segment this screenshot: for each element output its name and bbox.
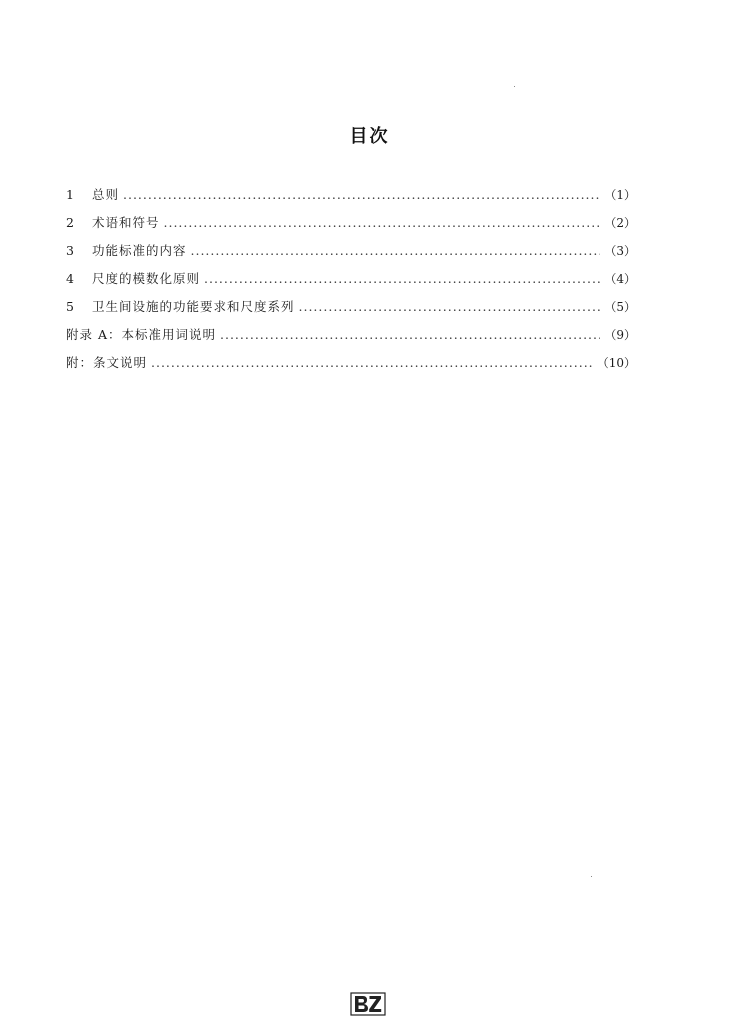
toc-entry-label: 附录 A：本标准用词说明 (66, 327, 217, 342)
toc-entry-number: 5 (66, 299, 74, 314)
toc-entry[interactable] (66, 185, 636, 213)
toc-entry-number: 2 (66, 215, 74, 230)
toc-dot-leader (204, 269, 600, 289)
toc-dot-leader (164, 213, 601, 233)
toc-entry[interactable] (66, 353, 636, 381)
toc-dot-leader (123, 185, 600, 205)
toc-entry-page: （2） (604, 216, 636, 230)
toc-entry-page: （9） (604, 328, 636, 342)
toc-entry[interactable] (66, 325, 636, 353)
toc-entry[interactable] (66, 297, 636, 325)
toc-entry-page: （3） (604, 244, 636, 258)
toc-dot-leader (151, 353, 593, 373)
toc-dot-leader (299, 297, 601, 317)
toc-entry-page: （10） (596, 356, 636, 370)
bz-logo-icon (350, 992, 386, 1016)
toc-entry-label: 功能标准的内容 (92, 243, 187, 258)
table-of-contents (66, 185, 636, 381)
toc-entry-page: （5） (604, 300, 636, 314)
toc-entry[interactable] (66, 213, 636, 241)
toc-dot-leader (220, 325, 600, 345)
toc-entry-number: 3 (66, 243, 74, 258)
scan-speck (591, 876, 592, 877)
toc-entry[interactable] (66, 269, 636, 297)
toc-entry-label: 卫生间设施的功能要求和尺度系列 (92, 299, 295, 314)
toc-entry-number: 4 (66, 271, 74, 286)
toc-entry-label: 总则 (92, 187, 120, 202)
scan-speck (514, 86, 515, 87)
page-title: 目次 (349, 126, 390, 147)
toc-entry-label: 附：条文说明 (66, 355, 148, 370)
toc-dot-leader (191, 241, 601, 261)
toc-entry-page: （1） (604, 188, 636, 202)
toc-entry[interactable] (66, 241, 636, 269)
toc-entry-label: 尺度的模数化原则 (92, 271, 201, 286)
toc-entry-label: 术语和符号 (92, 215, 160, 230)
toc-entry-page: （4） (604, 272, 636, 286)
toc-entry-number: 1 (66, 187, 74, 202)
